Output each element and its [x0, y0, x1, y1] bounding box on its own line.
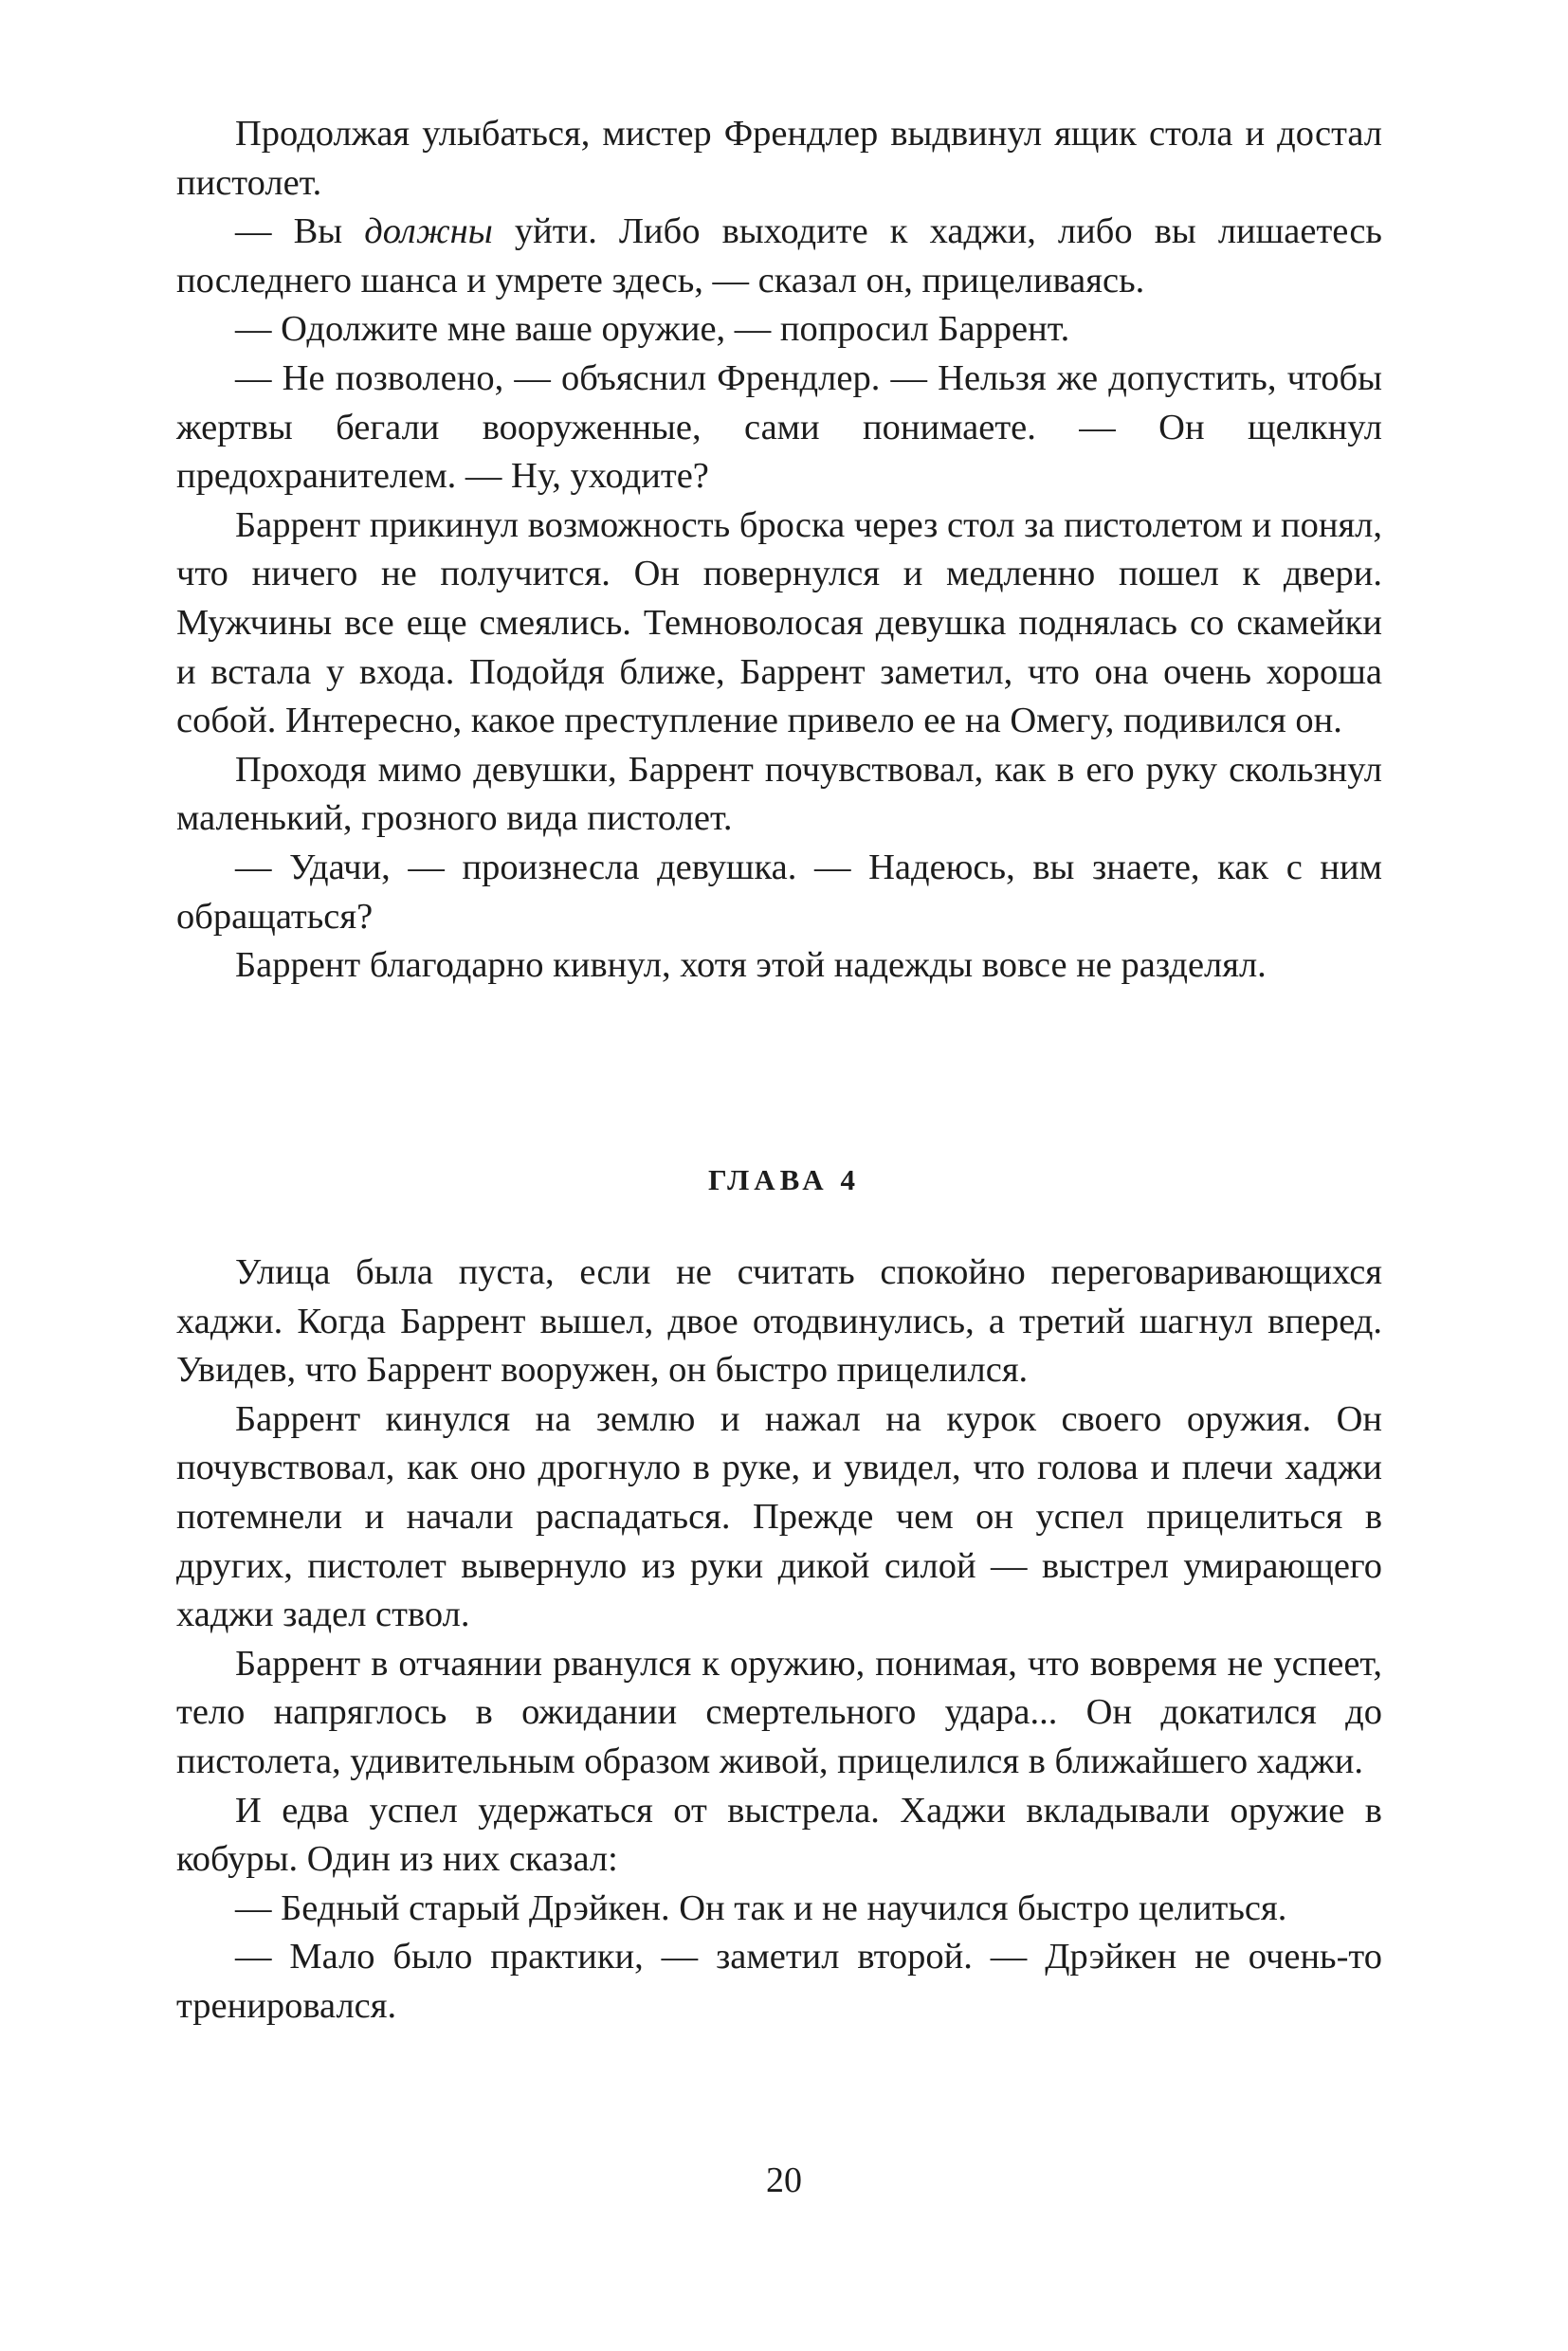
paragraph: Улица была пуста, если не считать спокойно переговаривающихся хаджи. Когда Баррент вышел, двое отодвинулись, а третий шагнул вперед. Увидев, что Баррент вооружен, он быстро прицелился.: [176, 1252, 1382, 1391]
emphasized-word: должны: [364, 211, 493, 252]
text-section-chapter-4: [176, 1248, 1382, 2032]
paragraph: Баррент в отчаянии рванулся к оружию, понимая, что вовремя не успеет, тело напряглось в ожидании смертельного удара... Он докатился до пистолета, удивительным образом живой, прицелился в ближайшего хаджи.: [176, 1643, 1382, 1781]
paragraph: Баррент прикинул возможность броска через стол за пистолетом и понял, что ничего не получится. Он повернулся и медленно пошел к двери. Мужчины все еще смеялись. Темноволосая девушка поднялась со скамейки и встала у входа. Подойдя ближе, Баррент заметил, что она очень хороша собой. Интересно, какое преступление привело ее на Омегу, подивился он.: [176, 504, 1382, 741]
paragraph: — Не позволено, — объяснил Френдлер. — Нельзя же допустить, чтобы жертвы бегали вооруженные, сами понимаете. — Он щелкнул предохранителем. — Ну, уходите?: [176, 357, 1382, 497]
paragraph: — Бедный старый Дрэйкен. Он так и не научился быстро целиться.: [235, 1887, 1287, 1928]
paragraph: — Одолжите мне ваше оружие, — попросил Баррент.: [235, 309, 1070, 350]
paragraph: Баррент кинулся на землю и нажал на курок своего оружия. Он почувствовал, как оно дрогнуло в руке, и увидел, что голова и плечи хаджи потемнели и начали распадаться. Прежде чем он успел прицелиться в других, пистолет вывернуло из руки дикой силой — выстрел умирающего хаджи задел ствол.: [176, 1398, 1382, 1635]
paragraph-text: — Вы: [235, 211, 365, 252]
paragraph-text: уйти. Либо выходите к хаджи, либо вы лишаетесь последнего шанса и умрете здесь, — сказал он, прицеливаясь.: [176, 211, 1382, 301]
page-number: 20: [766, 2160, 802, 2200]
paragraph: [176, 208, 1382, 305]
paragraph: Баррент благодарно кивнул, хотя этой надежды вовсе не разделял.: [235, 945, 1267, 986]
paragraph: Продолжая улыбаться, мистер Френдлер выдвинул ящик стола и достал пистолет.: [176, 114, 1382, 203]
chapter-heading: ГЛАВА 4: [708, 1163, 860, 1196]
text-section-before-chapter: [176, 110, 1382, 991]
paragraph: Проходя мимо девушки, Баррент почувствовал, как в его руку скользнул маленький, грозного вида пистолет.: [176, 749, 1382, 839]
paragraph: И едва успел удержаться от выстрела. Хаджи вкладывали оружие в кобуры. Один из них сказал:: [176, 1790, 1382, 1880]
paragraph: — Удачи, — произнесла девушка. — Надеюсь, вы знаете, как с ним обращаться?: [176, 847, 1382, 937]
paragraph: — Мало было практики, — заметил второй. — Дрэйкен не очень-то тренировался.: [176, 1937, 1382, 2026]
